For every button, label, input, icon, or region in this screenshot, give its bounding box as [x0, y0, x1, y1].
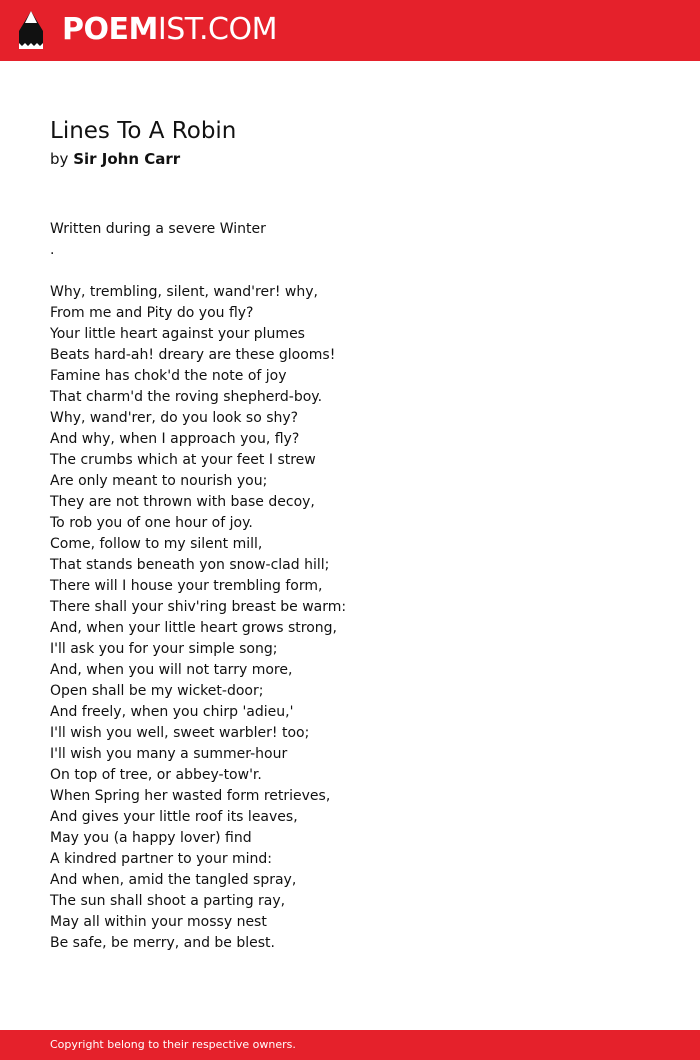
site-logo[interactable] — [62, 13, 277, 47]
poem-line: Are only meant to nourish you; — [50, 473, 268, 489]
logo-text-bold: POEM — [62, 12, 158, 47]
poem-line: Be safe, be merry, and be blest. — [50, 935, 275, 951]
logo-text-light: IST.COM — [157, 12, 277, 47]
poem-body — [50, 219, 650, 954]
poem-line: A kindred partner to your mind: — [50, 851, 273, 867]
poem-line: . — [50, 242, 55, 258]
poem-line: Famine has chok'd the note of joy — [50, 368, 287, 384]
poem-title: Lines To A Robin — [50, 118, 237, 144]
poem-byline — [50, 148, 180, 170]
poem-line: And freely, when you chirp 'adieu,' — [50, 704, 294, 720]
poem-line: And gives your little roof its leaves, — [50, 809, 298, 825]
poem-line: May all within your mossy nest — [50, 914, 267, 930]
poem-line — [50, 261, 650, 282]
poem-line: They are not thrown with base decoy, — [50, 494, 315, 510]
poem-line: The crumbs which at your feet I strew — [50, 452, 316, 468]
poem-line: When Spring her wasted form retrieves, — [50, 788, 331, 804]
poem-line: Come, follow to my silent mill, — [50, 536, 263, 552]
poem-line: There shall your shiv'ring breast be warm: — [50, 599, 347, 615]
poem-line: I'll wish you well, sweet warbler! too; — [50, 725, 310, 741]
poem-line: And, when your little heart grows strong, — [50, 620, 337, 636]
poem-line: Open shall be my wicket-door; — [50, 683, 264, 699]
poem-author: Sir John Carr — [73, 150, 181, 168]
poem-line: That charm'd the roving shepherd-boy. — [50, 389, 323, 405]
poem-line: Why, trembling, silent, wand'rer! why, — [50, 284, 318, 300]
poem-line: There will I house your trembling form, — [50, 578, 323, 594]
poem-line: And, when you will not tarry more, — [50, 662, 293, 678]
poem-line: Your little heart against your plumes — [50, 326, 305, 342]
copyright-notice: Copyright belong to their respective owners. — [50, 1038, 296, 1051]
poem-line: Written during a severe Winter — [50, 221, 266, 237]
poem-line: That stands beneath yon snow-clad hill; — [50, 557, 330, 573]
poem-line: And when, amid the tangled spray, — [50, 872, 297, 888]
byline-prefix: by — [50, 150, 69, 168]
poem-line: And why, when I approach you, fly? — [50, 431, 300, 447]
poem-line: From me and Pity do you fly? — [50, 305, 254, 321]
poem-line: To rob you of one hour of joy. — [50, 515, 253, 531]
poem-line: I'll wish you many a summer-hour — [50, 746, 288, 762]
poem-line: On top of tree, or abbey-tow'r. — [50, 767, 262, 783]
poem-line: Why, wand'rer, do you look so shy? — [50, 410, 299, 426]
poem-line: I'll ask you for your simple song; — [50, 641, 278, 657]
site-header — [0, 0, 700, 61]
poem-line: Beats hard-ah! dreary are these glooms! — [50, 347, 336, 363]
site-footer — [0, 1030, 700, 1060]
poem-line: May you (a happy lover) find — [50, 830, 252, 846]
poem-line: The sun shall shoot a parting ray, — [50, 893, 286, 909]
pencil-tip-icon[interactable] — [17, 9, 45, 51]
